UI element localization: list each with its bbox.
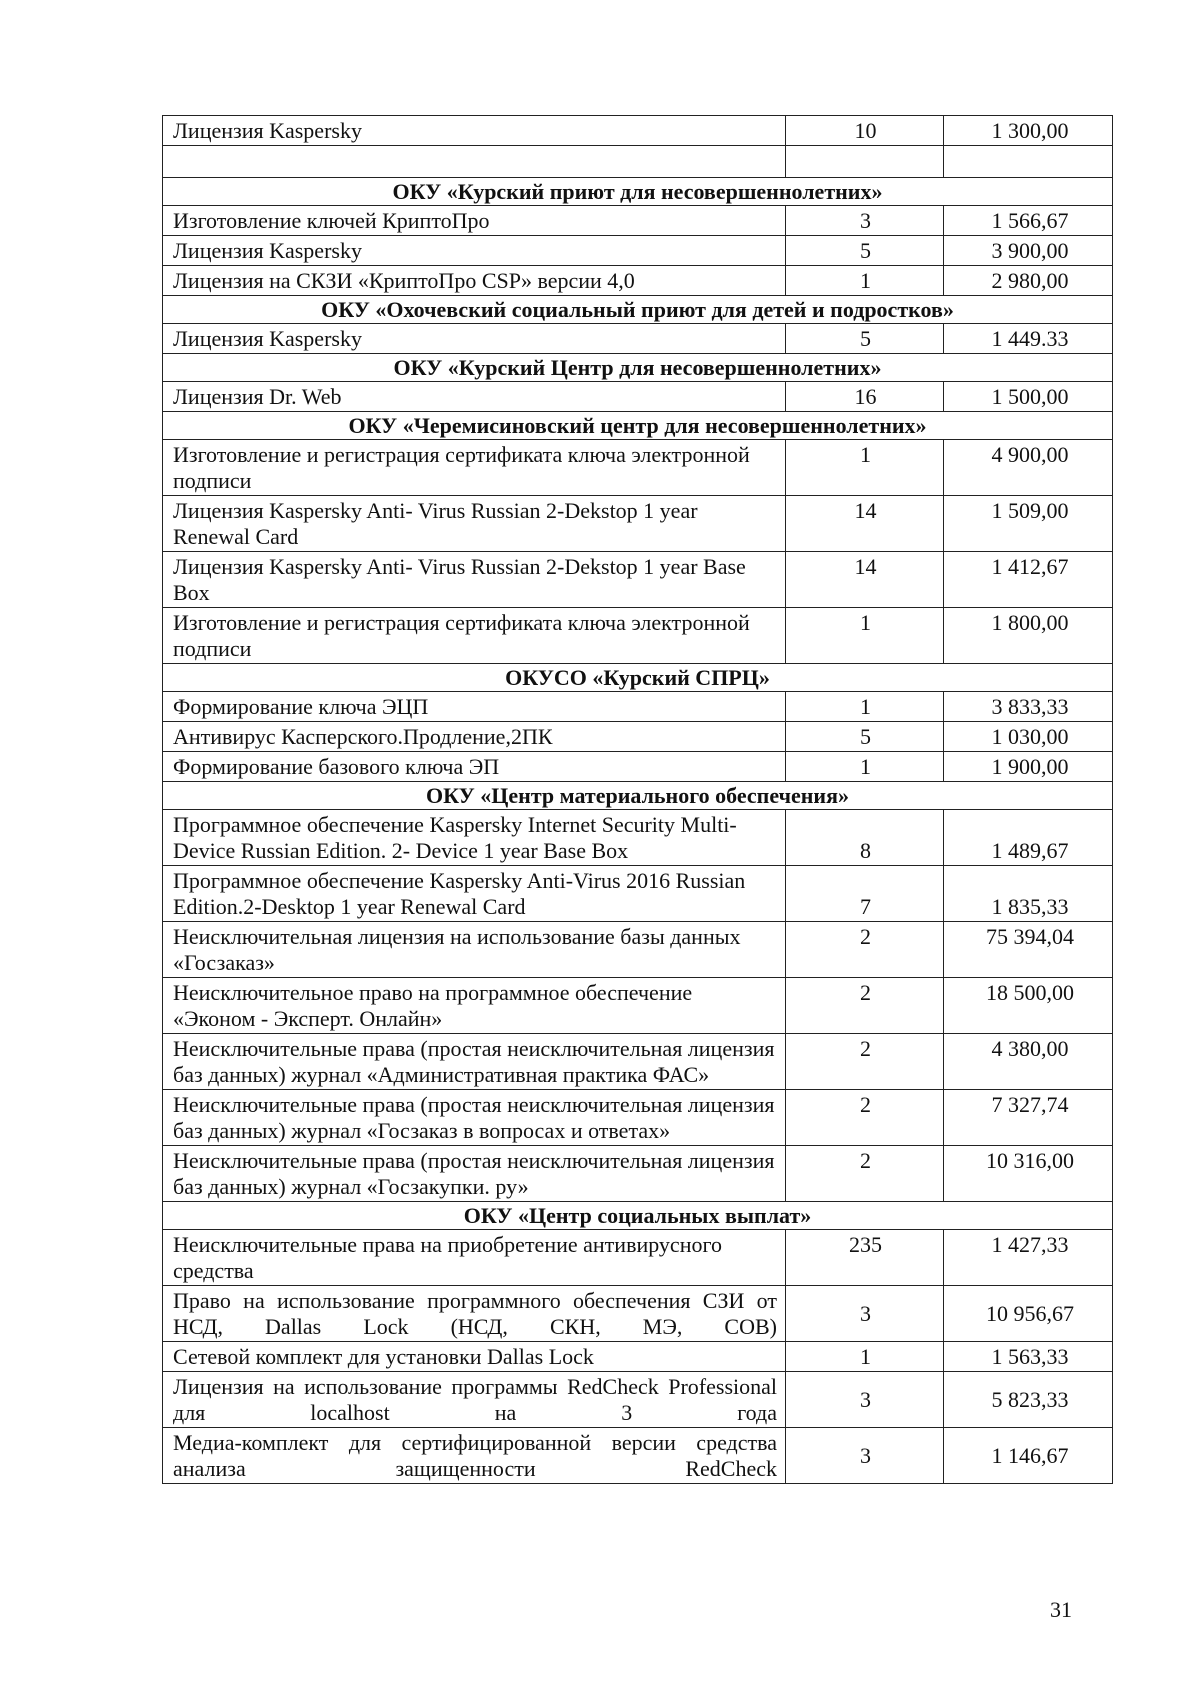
table-row xyxy=(163,1146,1113,1202)
section-header-row xyxy=(163,782,1113,810)
qty-cell: 3 xyxy=(786,1286,944,1342)
name-cell: Программное обеспечение Kaspersky Internet Security Multi- Device Russian Edition. 2- Device 1 year Base Box xyxy=(163,810,786,866)
table-row xyxy=(163,440,1113,496)
price-cell: 3 900,00 xyxy=(944,236,1113,266)
section-title: ОКУ «Черемисиновский центр для несовершеннолетних» xyxy=(163,412,1113,440)
qty-cell: 2 xyxy=(786,922,944,978)
table-row xyxy=(163,116,1113,146)
price-cell xyxy=(944,146,1113,178)
table-row xyxy=(163,752,1113,782)
table-row xyxy=(163,978,1113,1034)
table-row xyxy=(163,496,1113,552)
qty-cell: 1 xyxy=(786,266,944,296)
qty-cell: 14 xyxy=(786,496,944,552)
qty-cell: 3 xyxy=(786,1428,944,1484)
table-row xyxy=(163,1342,1113,1372)
price-cell: 7 327,74 xyxy=(944,1090,1113,1146)
table-row xyxy=(163,382,1113,412)
name-cell: Неисключительные права (простая неисключительная лицензия баз данных) журнал «Госзакупки. ру» xyxy=(163,1146,786,1202)
price-cell: 1 449.33 xyxy=(944,324,1113,354)
section-title: ОКУ «Центр социальных выплат» xyxy=(163,1202,1113,1230)
table-row xyxy=(163,722,1113,752)
table-row xyxy=(163,1090,1113,1146)
price-cell: 18 500,00 xyxy=(944,978,1113,1034)
page-number: 31 xyxy=(1050,1597,1072,1622)
price-cell: 1 300,00 xyxy=(944,116,1113,146)
name-cell: Формирование ключа ЭЦП xyxy=(163,692,786,722)
qty-cell: 2 xyxy=(786,1034,944,1090)
price-cell: 3 833,33 xyxy=(944,692,1113,722)
name-cell: Лицензия Kaspersky Anti- Virus Russian 2-Dekstop 1 year Renewal Card xyxy=(163,496,786,552)
name-cell: Программное обеспечение Kaspersky Anti-Virus 2016 Russian Edition.2-Desktop 1 year Renewal Card xyxy=(163,866,786,922)
name-cell: Неисключительная лицензия на использование базы данных «Госзаказ» xyxy=(163,922,786,978)
section-header-row xyxy=(163,664,1113,692)
table-row xyxy=(163,608,1113,664)
price-cell: 4 380,00 xyxy=(944,1034,1113,1090)
qty-cell: 1 xyxy=(786,692,944,722)
name-cell: Формирование базового ключа ЭП xyxy=(163,752,786,782)
table-body xyxy=(163,116,1113,1484)
name-cell: Изготовление и регистрация сертификата ключа электронной подписи xyxy=(163,440,786,496)
name-cell xyxy=(163,146,786,178)
price-cell: 1 146,67 xyxy=(944,1428,1113,1484)
price-cell: 1 412,67 xyxy=(944,552,1113,608)
name-cell: Сетевой комплект для установки Dallas Lock xyxy=(163,1342,786,1372)
licenses-table xyxy=(162,115,1113,1484)
name-cell: Лицензия на использование программы RedCheck Professional для localhost на 3 года xyxy=(163,1372,786,1428)
price-cell: 1 030,00 xyxy=(944,722,1113,752)
table-row xyxy=(163,324,1113,354)
price-cell: 1 800,00 xyxy=(944,608,1113,664)
table-row xyxy=(163,552,1113,608)
empty-row xyxy=(163,146,1113,178)
qty-cell: 3 xyxy=(786,206,944,236)
qty-cell: 5 xyxy=(786,324,944,354)
qty-cell: 2 xyxy=(786,1146,944,1202)
name-cell: Лицензия Dr. Web xyxy=(163,382,786,412)
name-cell: Изготовление и регистрация сертификата ключа электронной подписи xyxy=(163,608,786,664)
qty-cell: 1 xyxy=(786,608,944,664)
price-cell: 10 316,00 xyxy=(944,1146,1113,1202)
name-cell: Лицензия Kaspersky xyxy=(163,116,786,146)
table-row xyxy=(163,810,1113,866)
qty-cell xyxy=(786,146,944,178)
table-row xyxy=(163,922,1113,978)
name-cell: Неисключительные права (простая неисключительная лицензия баз данных) журнал «Административная практика ФАС» xyxy=(163,1034,786,1090)
table-row xyxy=(163,1286,1113,1342)
qty-cell: 16 xyxy=(786,382,944,412)
qty-cell: 2 xyxy=(786,1090,944,1146)
price-cell: 1 563,33 xyxy=(944,1342,1113,1372)
qty-cell: 1 xyxy=(786,1342,944,1372)
price-cell: 1 509,00 xyxy=(944,496,1113,552)
price-cell: 1 427,33 xyxy=(944,1230,1113,1286)
price-cell: 1 500,00 xyxy=(944,382,1113,412)
section-title: ОКУ «Курский Центр для несовершеннолетних» xyxy=(163,354,1113,382)
name-cell: Изготовление ключей КриптоПро xyxy=(163,206,786,236)
table-row xyxy=(163,236,1113,266)
qty-cell: 10 xyxy=(786,116,944,146)
name-cell: Неисключительные права (простая неисключительная лицензия баз данных) журнал «Госзаказ в вопросах и ответах» xyxy=(163,1090,786,1146)
name-cell: Лицензия Kaspersky Anti- Virus Russian 2-Dekstop 1 year Base Box xyxy=(163,552,786,608)
name-cell: Антивирус Касперского.Продление,2ПК xyxy=(163,722,786,752)
section-title: ОКУСО «Курский СПРЦ» xyxy=(163,664,1113,692)
section-title: ОКУ «Курский приют для несовершеннолетних» xyxy=(163,178,1113,206)
qty-cell: 7 xyxy=(786,866,944,922)
price-cell: 2 980,00 xyxy=(944,266,1113,296)
table-row xyxy=(163,1428,1113,1484)
qty-cell: 1 xyxy=(786,752,944,782)
table-row xyxy=(163,866,1113,922)
name-cell: Лицензия на СКЗИ «КриптоПро CSP» версии 4,0 xyxy=(163,266,786,296)
price-cell: 4 900,00 xyxy=(944,440,1113,496)
price-cell: 1 566,67 xyxy=(944,206,1113,236)
qty-cell: 1 xyxy=(786,440,944,496)
qty-cell: 3 xyxy=(786,1372,944,1428)
table-row xyxy=(163,692,1113,722)
name-cell: Лицензия Kaspersky xyxy=(163,324,786,354)
section-title: ОКУ «Центр материального обеспечения» xyxy=(163,782,1113,810)
qty-cell: 5 xyxy=(786,236,944,266)
price-cell: 10 956,67 xyxy=(944,1286,1113,1342)
name-cell: Неисключительные права на приобретение антивирусного средства xyxy=(163,1230,786,1286)
section-title: ОКУ «Охочевский социальный приют для детей и подростков» xyxy=(163,296,1113,324)
section-header-row xyxy=(163,412,1113,440)
section-header-row xyxy=(163,178,1113,206)
table-row xyxy=(163,266,1113,296)
qty-cell: 2 xyxy=(786,978,944,1034)
table-row xyxy=(163,1034,1113,1090)
qty-cell: 14 xyxy=(786,552,944,608)
table-row xyxy=(163,206,1113,236)
price-cell: 1 489,67 xyxy=(944,810,1113,866)
qty-cell: 5 xyxy=(786,722,944,752)
name-cell: Право на использование программного обеспечения СЗИ от НСД, Dallas Lock (НСД, СКН, МЭ, СОВ) xyxy=(163,1286,786,1342)
price-cell: 75 394,04 xyxy=(944,922,1113,978)
name-cell: Медиа-комплект для сертифицированной версии средства анализа защищенности RedCheck xyxy=(163,1428,786,1484)
table-row xyxy=(163,1230,1113,1286)
section-header-row xyxy=(163,354,1113,382)
section-header-row xyxy=(163,296,1113,324)
price-cell: 1 900,00 xyxy=(944,752,1113,782)
table-row xyxy=(163,1372,1113,1428)
qty-cell: 8 xyxy=(786,810,944,866)
price-cell: 5 823,33 xyxy=(944,1372,1113,1428)
name-cell: Лицензия Kaspersky xyxy=(163,236,786,266)
price-cell: 1 835,33 xyxy=(944,866,1113,922)
qty-cell: 235 xyxy=(786,1230,944,1286)
name-cell: Неисключительное право на программное обеспечение «Эконом - Эксперт. Онлайн» xyxy=(163,978,786,1034)
section-header-row xyxy=(163,1202,1113,1230)
